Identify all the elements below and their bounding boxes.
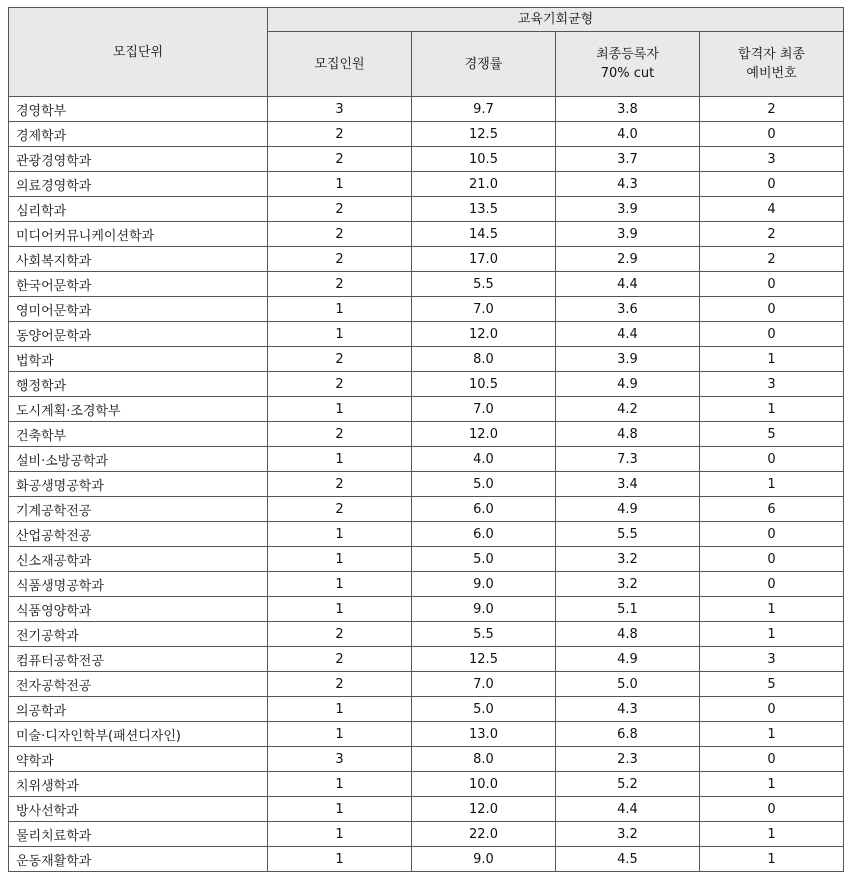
table-row bbox=[9, 572, 844, 597]
cell-waitlist: 1 bbox=[700, 822, 844, 847]
cell-quota: 2 bbox=[268, 647, 412, 672]
table-body bbox=[9, 97, 844, 872]
cell-unit: 전기공학과 bbox=[9, 622, 268, 647]
cell-ratio: 13.5 bbox=[412, 197, 556, 222]
cell-ratio: 17.0 bbox=[412, 247, 556, 272]
cell-quota: 1 bbox=[268, 397, 412, 422]
table-row bbox=[9, 622, 844, 647]
cell-quota: 2 bbox=[268, 197, 412, 222]
cell-quota: 2 bbox=[268, 147, 412, 172]
cell-waitlist: 1 bbox=[700, 772, 844, 797]
table-row bbox=[9, 347, 844, 372]
cell-waitlist: 1 bbox=[700, 472, 844, 497]
cell-ratio: 6.0 bbox=[412, 522, 556, 547]
header-cut-line1: 최종등록자 bbox=[596, 47, 659, 62]
cell-ratio: 10.5 bbox=[412, 372, 556, 397]
cell-unit: 한국어문학과 bbox=[9, 272, 268, 297]
cell-quota: 3 bbox=[268, 747, 412, 772]
cell-quota: 1 bbox=[268, 772, 412, 797]
cell-unit: 식품영양학과 bbox=[9, 597, 268, 622]
cell-quota: 2 bbox=[268, 272, 412, 297]
cell-ratio: 9.7 bbox=[412, 97, 556, 122]
cell-ratio: 7.0 bbox=[412, 297, 556, 322]
cell-quota: 1 bbox=[268, 322, 412, 347]
cell-cut: 4.4 bbox=[556, 322, 700, 347]
table-row bbox=[9, 222, 844, 247]
cell-unit: 도시계획·조경학부 bbox=[9, 397, 268, 422]
cell-ratio: 6.0 bbox=[412, 497, 556, 522]
cell-cut: 4.4 bbox=[556, 797, 700, 822]
cell-quota: 1 bbox=[268, 572, 412, 597]
header-waitlist-line1: 합격자 최종 bbox=[738, 47, 805, 62]
header-waitlist bbox=[700, 32, 844, 97]
header-cut bbox=[556, 32, 700, 97]
cell-waitlist: 6 bbox=[700, 497, 844, 522]
cell-unit: 운동재활학과 bbox=[9, 847, 268, 872]
cell-ratio: 9.0 bbox=[412, 572, 556, 597]
table-row bbox=[9, 122, 844, 147]
table-row bbox=[9, 797, 844, 822]
cell-unit: 행정학과 bbox=[9, 372, 268, 397]
cell-unit: 심리학과 bbox=[9, 197, 268, 222]
cell-unit: 식품생명공학과 bbox=[9, 572, 268, 597]
cell-waitlist: 0 bbox=[700, 272, 844, 297]
cell-unit: 경영학부 bbox=[9, 97, 268, 122]
table-row bbox=[9, 472, 844, 497]
table-row bbox=[9, 772, 844, 797]
cell-quota: 2 bbox=[268, 672, 412, 697]
cell-waitlist: 3 bbox=[700, 647, 844, 672]
cell-cut: 5.5 bbox=[556, 522, 700, 547]
cell-quota: 1 bbox=[268, 822, 412, 847]
table-row bbox=[9, 847, 844, 872]
cell-ratio: 5.0 bbox=[412, 547, 556, 572]
cell-unit: 동양어문학과 bbox=[9, 322, 268, 347]
cell-ratio: 10.0 bbox=[412, 772, 556, 797]
cell-waitlist: 5 bbox=[700, 672, 844, 697]
cell-unit: 약학과 bbox=[9, 747, 268, 772]
cell-waitlist: 2 bbox=[700, 247, 844, 272]
table-row bbox=[9, 822, 844, 847]
cell-quota: 2 bbox=[268, 497, 412, 522]
cell-ratio: 8.0 bbox=[412, 747, 556, 772]
table-row bbox=[9, 422, 844, 447]
table-header bbox=[9, 8, 844, 97]
cell-ratio: 14.5 bbox=[412, 222, 556, 247]
cell-cut: 7.3 bbox=[556, 447, 700, 472]
cell-ratio: 12.0 bbox=[412, 797, 556, 822]
cell-quota: 1 bbox=[268, 722, 412, 747]
cell-cut: 4.2 bbox=[556, 397, 700, 422]
cell-cut: 4.9 bbox=[556, 647, 700, 672]
table-row bbox=[9, 647, 844, 672]
cell-quota: 2 bbox=[268, 422, 412, 447]
table-row bbox=[9, 547, 844, 572]
cell-cut: 3.2 bbox=[556, 572, 700, 597]
cell-quota: 3 bbox=[268, 97, 412, 122]
table-row bbox=[9, 172, 844, 197]
cell-cut: 3.2 bbox=[556, 822, 700, 847]
cell-waitlist: 5 bbox=[700, 422, 844, 447]
cell-ratio: 21.0 bbox=[412, 172, 556, 197]
cell-cut: 2.9 bbox=[556, 247, 700, 272]
cell-waitlist: 3 bbox=[700, 147, 844, 172]
table-row bbox=[9, 197, 844, 222]
cell-quota: 2 bbox=[268, 247, 412, 272]
cell-cut: 5.1 bbox=[556, 597, 700, 622]
table-row bbox=[9, 447, 844, 472]
table-row bbox=[9, 297, 844, 322]
cell-waitlist: 0 bbox=[700, 697, 844, 722]
cell-ratio: 10.5 bbox=[412, 147, 556, 172]
cell-waitlist: 0 bbox=[700, 122, 844, 147]
table-row bbox=[9, 522, 844, 547]
header-group: 교육기회균형 bbox=[268, 8, 844, 32]
cell-cut: 5.0 bbox=[556, 672, 700, 697]
cell-unit: 의공학과 bbox=[9, 697, 268, 722]
cell-waitlist: 3 bbox=[700, 372, 844, 397]
cell-unit: 건축학부 bbox=[9, 422, 268, 447]
cell-cut: 4.8 bbox=[556, 422, 700, 447]
table-row bbox=[9, 597, 844, 622]
cell-quota: 1 bbox=[268, 447, 412, 472]
cell-unit: 물리치료학과 bbox=[9, 822, 268, 847]
cell-cut: 6.8 bbox=[556, 722, 700, 747]
cell-waitlist: 4 bbox=[700, 197, 844, 222]
header-ratio: 경쟁률 bbox=[412, 32, 556, 97]
cell-cut: 4.3 bbox=[556, 697, 700, 722]
header-cut-line2: 70% cut bbox=[600, 66, 655, 81]
cell-unit: 산업공학전공 bbox=[9, 522, 268, 547]
cell-unit: 신소재공학과 bbox=[9, 547, 268, 572]
cell-quota: 2 bbox=[268, 622, 412, 647]
cell-ratio: 22.0 bbox=[412, 822, 556, 847]
cell-ratio: 12.0 bbox=[412, 322, 556, 347]
table-row bbox=[9, 97, 844, 122]
cell-cut: 3.9 bbox=[556, 222, 700, 247]
cell-waitlist: 1 bbox=[700, 347, 844, 372]
cell-waitlist: 0 bbox=[700, 297, 844, 322]
cell-waitlist: 0 bbox=[700, 547, 844, 572]
table-row bbox=[9, 747, 844, 772]
cell-unit: 컴퓨터공학전공 bbox=[9, 647, 268, 672]
header-quota: 모집인원 bbox=[268, 32, 412, 97]
cell-unit: 의료경영학과 bbox=[9, 172, 268, 197]
cell-unit: 기계공학전공 bbox=[9, 497, 268, 522]
cell-ratio: 12.5 bbox=[412, 122, 556, 147]
cell-unit: 미술·디자인학부(패션디자인) bbox=[9, 722, 268, 747]
header-waitlist-line2: 예비번호 bbox=[746, 66, 797, 81]
cell-ratio: 12.5 bbox=[412, 647, 556, 672]
admission-results-table bbox=[8, 7, 844, 872]
header-row-group bbox=[9, 8, 844, 32]
table-row bbox=[9, 147, 844, 172]
cell-ratio: 7.0 bbox=[412, 672, 556, 697]
cell-quota: 2 bbox=[268, 122, 412, 147]
table-row bbox=[9, 722, 844, 747]
cell-ratio: 5.5 bbox=[412, 272, 556, 297]
cell-cut: 2.3 bbox=[556, 747, 700, 772]
cell-quota: 2 bbox=[268, 372, 412, 397]
cell-unit: 사회복지학과 bbox=[9, 247, 268, 272]
cell-cut: 4.4 bbox=[556, 272, 700, 297]
cell-waitlist: 0 bbox=[700, 522, 844, 547]
table-row bbox=[9, 672, 844, 697]
cell-cut: 4.9 bbox=[556, 372, 700, 397]
cell-cut: 4.8 bbox=[556, 622, 700, 647]
cell-cut: 3.7 bbox=[556, 147, 700, 172]
cell-cut: 4.3 bbox=[556, 172, 700, 197]
admission-results-table-container bbox=[8, 7, 844, 872]
cell-unit: 영미어문학과 bbox=[9, 297, 268, 322]
cell-cut: 4.0 bbox=[556, 122, 700, 147]
table-row bbox=[9, 372, 844, 397]
cell-ratio: 4.0 bbox=[412, 447, 556, 472]
cell-waitlist: 0 bbox=[700, 447, 844, 472]
cell-quota: 1 bbox=[268, 797, 412, 822]
cell-quota: 1 bbox=[268, 697, 412, 722]
cell-ratio: 5.0 bbox=[412, 472, 556, 497]
table-row bbox=[9, 397, 844, 422]
cell-ratio: 9.0 bbox=[412, 597, 556, 622]
cell-ratio: 8.0 bbox=[412, 347, 556, 372]
cell-quota: 1 bbox=[268, 547, 412, 572]
cell-waitlist: 0 bbox=[700, 322, 844, 347]
cell-unit: 법학과 bbox=[9, 347, 268, 372]
cell-unit: 미디어커뮤니케이션학과 bbox=[9, 222, 268, 247]
cell-waitlist: 1 bbox=[700, 847, 844, 872]
cell-unit: 설비·소방공학과 bbox=[9, 447, 268, 472]
table-row bbox=[9, 497, 844, 522]
cell-quota: 1 bbox=[268, 597, 412, 622]
cell-cut: 3.4 bbox=[556, 472, 700, 497]
cell-unit: 치위생학과 bbox=[9, 772, 268, 797]
cell-waitlist: 1 bbox=[700, 597, 844, 622]
cell-cut: 3.8 bbox=[556, 97, 700, 122]
cell-cut: 4.9 bbox=[556, 497, 700, 522]
table-row bbox=[9, 272, 844, 297]
cell-cut: 3.9 bbox=[556, 347, 700, 372]
header-unit: 모집단위 bbox=[9, 8, 268, 97]
cell-cut: 3.9 bbox=[556, 197, 700, 222]
cell-ratio: 5.5 bbox=[412, 622, 556, 647]
cell-ratio: 9.0 bbox=[412, 847, 556, 872]
cell-unit: 경제학과 bbox=[9, 122, 268, 147]
cell-ratio: 5.0 bbox=[412, 697, 556, 722]
cell-cut: 5.2 bbox=[556, 772, 700, 797]
cell-quota: 2 bbox=[268, 222, 412, 247]
cell-quota: 2 bbox=[268, 347, 412, 372]
cell-waitlist: 1 bbox=[700, 622, 844, 647]
cell-unit: 전자공학전공 bbox=[9, 672, 268, 697]
table-row bbox=[9, 247, 844, 272]
cell-waitlist: 2 bbox=[700, 222, 844, 247]
cell-waitlist: 0 bbox=[700, 797, 844, 822]
cell-quota: 1 bbox=[268, 847, 412, 872]
table-row bbox=[9, 322, 844, 347]
cell-waitlist: 1 bbox=[700, 722, 844, 747]
cell-waitlist: 2 bbox=[700, 97, 844, 122]
cell-cut: 3.6 bbox=[556, 297, 700, 322]
cell-ratio: 12.0 bbox=[412, 422, 556, 447]
cell-quota: 1 bbox=[268, 297, 412, 322]
cell-waitlist: 0 bbox=[700, 172, 844, 197]
cell-waitlist: 0 bbox=[700, 572, 844, 597]
cell-ratio: 7.0 bbox=[412, 397, 556, 422]
cell-quota: 1 bbox=[268, 522, 412, 547]
cell-waitlist: 0 bbox=[700, 747, 844, 772]
cell-cut: 3.2 bbox=[556, 547, 700, 572]
table-row bbox=[9, 697, 844, 722]
cell-ratio: 13.0 bbox=[412, 722, 556, 747]
cell-quota: 2 bbox=[268, 472, 412, 497]
cell-unit: 관광경영학과 bbox=[9, 147, 268, 172]
cell-quota: 1 bbox=[268, 172, 412, 197]
cell-cut: 4.5 bbox=[556, 847, 700, 872]
cell-waitlist: 1 bbox=[700, 397, 844, 422]
cell-unit: 화공생명공학과 bbox=[9, 472, 268, 497]
cell-unit: 방사선학과 bbox=[9, 797, 268, 822]
